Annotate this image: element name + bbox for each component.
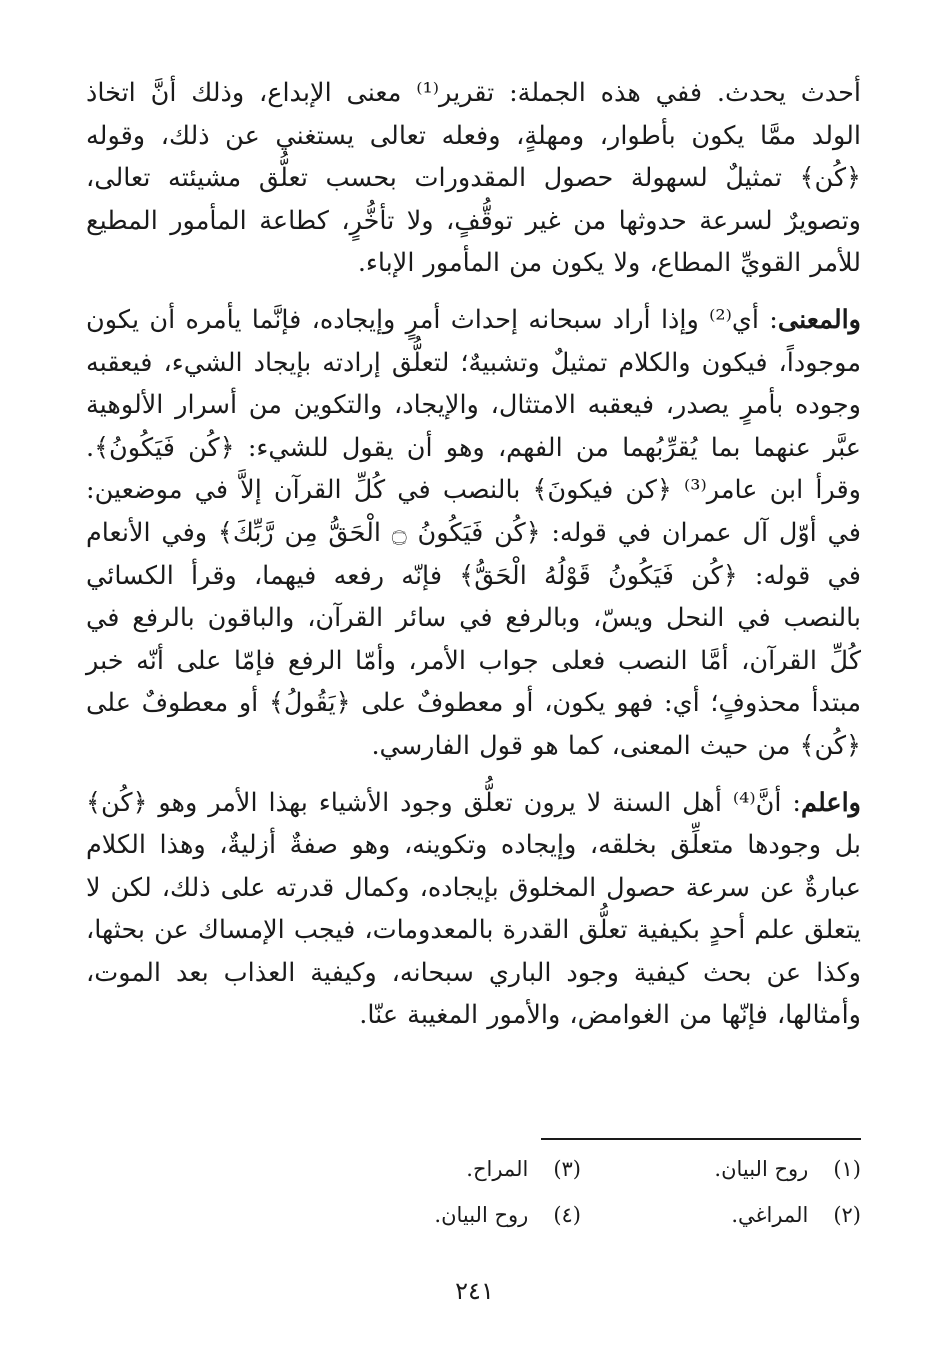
footnotes	[301, 1152, 861, 1232]
paragraph-text: أحدث يحدث. ففي هذه الجملة: تقرير⁽¹⁾ معنى الإبداع، وذلك أنَّ اتخاذ الولد ممَّا يكون بأطوار، ومهلةٍ، وفعله تعالى يستغني عن ذلك، وقوله ﴿كُن﴾ تمثيلٌ لسهولة حصول المقدورات بحسب تعلُّق مشيئته تعالى، وتصويرٌ لسرعة حدوثها من غير توقُّفٍ، ولا تأخُّرٍ، كطاعة المأمور المطيع للأمر القويِّ المطاع، ولا يكون من المأمور الإباء.	[86, 78, 861, 279]
footnote-number: (٣)	[553, 1157, 581, 1181]
paragraph-text: : أي⁽²⁾ وإذا أراد سبحانه إحداث أمرٍ وإيجاده، فإنَّما يأمره أن يكون موجوداً، فيكون والكلام تمثيلٌ وتشبيهٌ؛ لتعلُّق إرادته بإيجاد الشيء، فيعقبه وجوده بأمرٍ يصدر، فيعقبه الامتثال، والإيجاد، والتكوين من أسرار الألوهية عبَّر عنهما بما يُقرِّبُهما من الفهم، وهو أن يقول للشيء: ﴿كُن فَيَكُونُ﴾. وقرأ ابن عامر⁽³⁾ ﴿كن فيكونَ﴾ بالنصب في كُلِّ القرآن إلاَّ في موضعين: في أوّل آل عمران في قوله: ﴿كُن فَيَكُونُ ۝ الْحَقُّ مِن رَّبِّكَ﴾ وفي الأنعام في قوله: ﴿كُن فَيَكُونُ قَوْلُهُ الْحَقُّ﴾ فإنّه رفعه فيهما، وقرأ الكسائي بالنصب في النحل ويسّ، وبالرفع في سائر القرآن، والباقون بالرفع في كُلِّ القرآن، أمَّا النصب فعلى جواب الأمر، وأمّا الرفع فإمّا على أنّه خبر مبتدأ محذوفٍ؛ أي: فهو يكون، أو معطوفٌ على ﴿يَقُولُ﴾ أو معطوفٌ على ﴿كُن﴾ من حيث المعنى، كما هو قول الفارسي.	[86, 304, 861, 761]
paragraph-lead: واعلم	[800, 787, 861, 818]
paragraph-1	[86, 72, 861, 285]
footnote-text: روح البيان.	[434, 1203, 529, 1227]
footnote-text: روح البيان.	[714, 1157, 809, 1181]
footnote-text: المراغي.	[731, 1203, 809, 1227]
footnote-number: (١)	[833, 1157, 861, 1181]
footnote-text: المراح.	[466, 1157, 529, 1181]
footnote-1	[581, 1152, 861, 1186]
footnote-4	[301, 1198, 581, 1232]
footnote-number: (٢)	[833, 1203, 861, 1227]
paragraph-2	[86, 299, 861, 768]
footnote-number: (٤)	[553, 1203, 581, 1227]
paragraph-3	[86, 782, 861, 1038]
footnote-divider	[541, 1138, 861, 1140]
page-number: ٢٤١	[455, 1277, 494, 1305]
footnote-3	[301, 1152, 581, 1186]
footnote-2	[581, 1198, 861, 1232]
paragraph-text: : أنَّ⁽⁴⁾ أهل السنة لا يرون تعلُّق وجود الأشياء بهذا الأمر وهو ﴿كُن﴾ بل وجودها متعلِّق بخلقه، وإيجاده وتكوينه، وهو صفةٌ أزليةٌ، وهذا الكلام عبارةٌ عن سرعة حصول المخلوق بإيجاده، وكمال قدرته على ذلك، لكن لا يتعلق علم أحدٍ بكيفية تعلُّق القدرة بالمعدومات، فيجب الإمساك عن بحثها، وكذا عن بحث كيفية وجود الباري سبحانه، وكيفية العذاب بعد الموت، وأمثالها، فإنّها من الغوامض، والأمور المغيبة عنّا.	[86, 787, 861, 1031]
paragraph-lead: والمعنى	[777, 304, 861, 335]
page-body	[86, 72, 861, 1051]
